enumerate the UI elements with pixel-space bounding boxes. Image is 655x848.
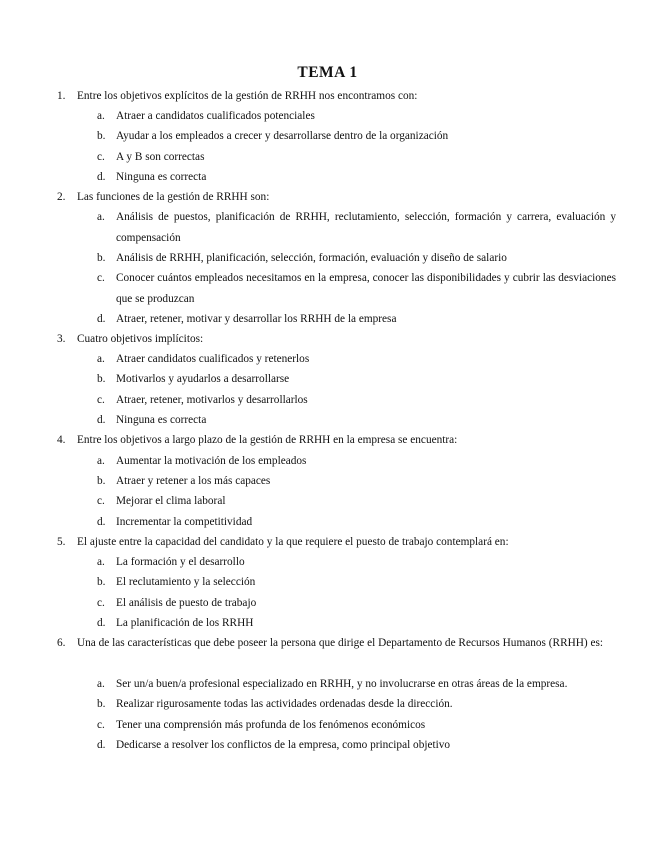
question-text: El ajuste entre la capacidad del candidato y la que requiere el puesto de trabajo contemplará en:	[77, 536, 509, 548]
question-text: Cuatro objetivos implícitos:	[77, 333, 204, 345]
option-letter: d.	[97, 171, 106, 183]
question-number: 6.	[57, 637, 66, 649]
option-text: Atraer y retener a los más capaces	[116, 475, 271, 487]
option-letter: a.	[97, 211, 105, 223]
option-text: La formación y el desarrollo	[116, 556, 245, 568]
page-title: TEMA 1	[297, 64, 358, 81]
option-text: Ninguna es correcta	[116, 171, 207, 183]
question-number: 1.	[57, 90, 66, 102]
option-letter: b.	[97, 698, 106, 710]
option-letter: b.	[97, 252, 106, 264]
option-text: Aumentar la motivación de los empleados	[116, 455, 307, 467]
option-text: Dedicarse a resolver los conflictos de la empresa, como principal objetivo	[116, 739, 451, 751]
option-letter: c.	[97, 394, 105, 406]
option-letter: d.	[97, 617, 106, 629]
question-text: Las funciones de la gestión de RRHH son:	[77, 191, 270, 203]
question-text: Entre los objetivos a largo plazo de la gestión de RRHH en la empresa se encuentra:	[77, 434, 458, 446]
option-letter: a.	[97, 110, 105, 122]
option-text: La planificación de los RRHH	[116, 617, 254, 629]
option-letter: c.	[97, 597, 105, 609]
option-text: Mejorar el clima laboral	[116, 495, 226, 507]
option-text: El reclutamiento y la selección	[116, 576, 256, 588]
option-letter: b.	[97, 373, 106, 385]
option-text: Ninguna es correcta	[116, 414, 207, 426]
option-letter: d.	[97, 739, 106, 751]
option-text: Atraer, retener, motivarlos y desarrollarlos	[116, 394, 308, 406]
option-text: Análisis de RRHH, planificación, selección, formación, evaluación y diseño de salario	[116, 252, 507, 264]
option-text: Análisis de puestos, planificación de RRHH, reclutamiento, selección, formación y carrera, evaluación y compensación	[116, 211, 616, 244]
question-number: 5.	[57, 536, 66, 548]
option-text: A y B son correctas	[116, 151, 205, 163]
option-text: El análisis de puesto de trabajo	[116, 597, 257, 609]
option-letter: a.	[97, 353, 105, 365]
option-text: Ayudar a los empleados a crecer y desarrollarse dentro de la organización	[116, 130, 449, 142]
option-letter: d.	[97, 414, 106, 426]
option-letter: d.	[97, 516, 106, 528]
option-letter: c.	[97, 151, 105, 163]
question-text: Una de las características que debe poseer la persona que dirige el Departamento de Recursos Humanos (RRHH) es:	[77, 637, 604, 649]
option-letter: a.	[97, 556, 105, 568]
option-text: Atraer, retener, motivar y desarrollar los RRHH de la empresa	[116, 313, 397, 325]
option-text: Realizar rigurosamente todas las actividades ordenadas desde la dirección.	[116, 698, 453, 710]
option-letter: b.	[97, 475, 106, 487]
option-text: Incrementar la competitividad	[116, 516, 253, 528]
option-text: Motivarlos y ayudarlos a desarrollarse	[116, 373, 290, 385]
option-letter: b.	[97, 576, 106, 588]
option-text: Conocer cuántos empleados necesitamos en la empresa, conocer las disponibilidades y cubrir las desviaciones que se produzcan	[116, 272, 616, 305]
option-letter: c.	[97, 495, 105, 507]
option-letter: b.	[97, 130, 106, 142]
option-text: Ser un/a buen/a profesional especializado en RRHH, y no involucrarse en otras áreas de la empresa.	[116, 678, 568, 690]
question-number: 3.	[57, 333, 66, 345]
option-text: Atraer a candidatos cualificados potenciales	[116, 110, 315, 122]
option-text: Tener una comprensión más profunda de los fenómenos económicos	[116, 719, 426, 731]
option-letter: d.	[97, 313, 106, 325]
option-letter: c.	[97, 272, 105, 284]
option-letter: a.	[97, 455, 105, 467]
question-number: 4.	[57, 434, 66, 446]
question-text: Entre los objetivos explícitos de la gestión de RRHH nos encontramos con:	[77, 90, 418, 102]
option-letter: a.	[97, 678, 105, 690]
option-text: Atraer candidatos cualificados y retenerlos	[116, 353, 310, 365]
option-letter: c.	[97, 719, 105, 731]
question-number: 2.	[57, 191, 66, 203]
